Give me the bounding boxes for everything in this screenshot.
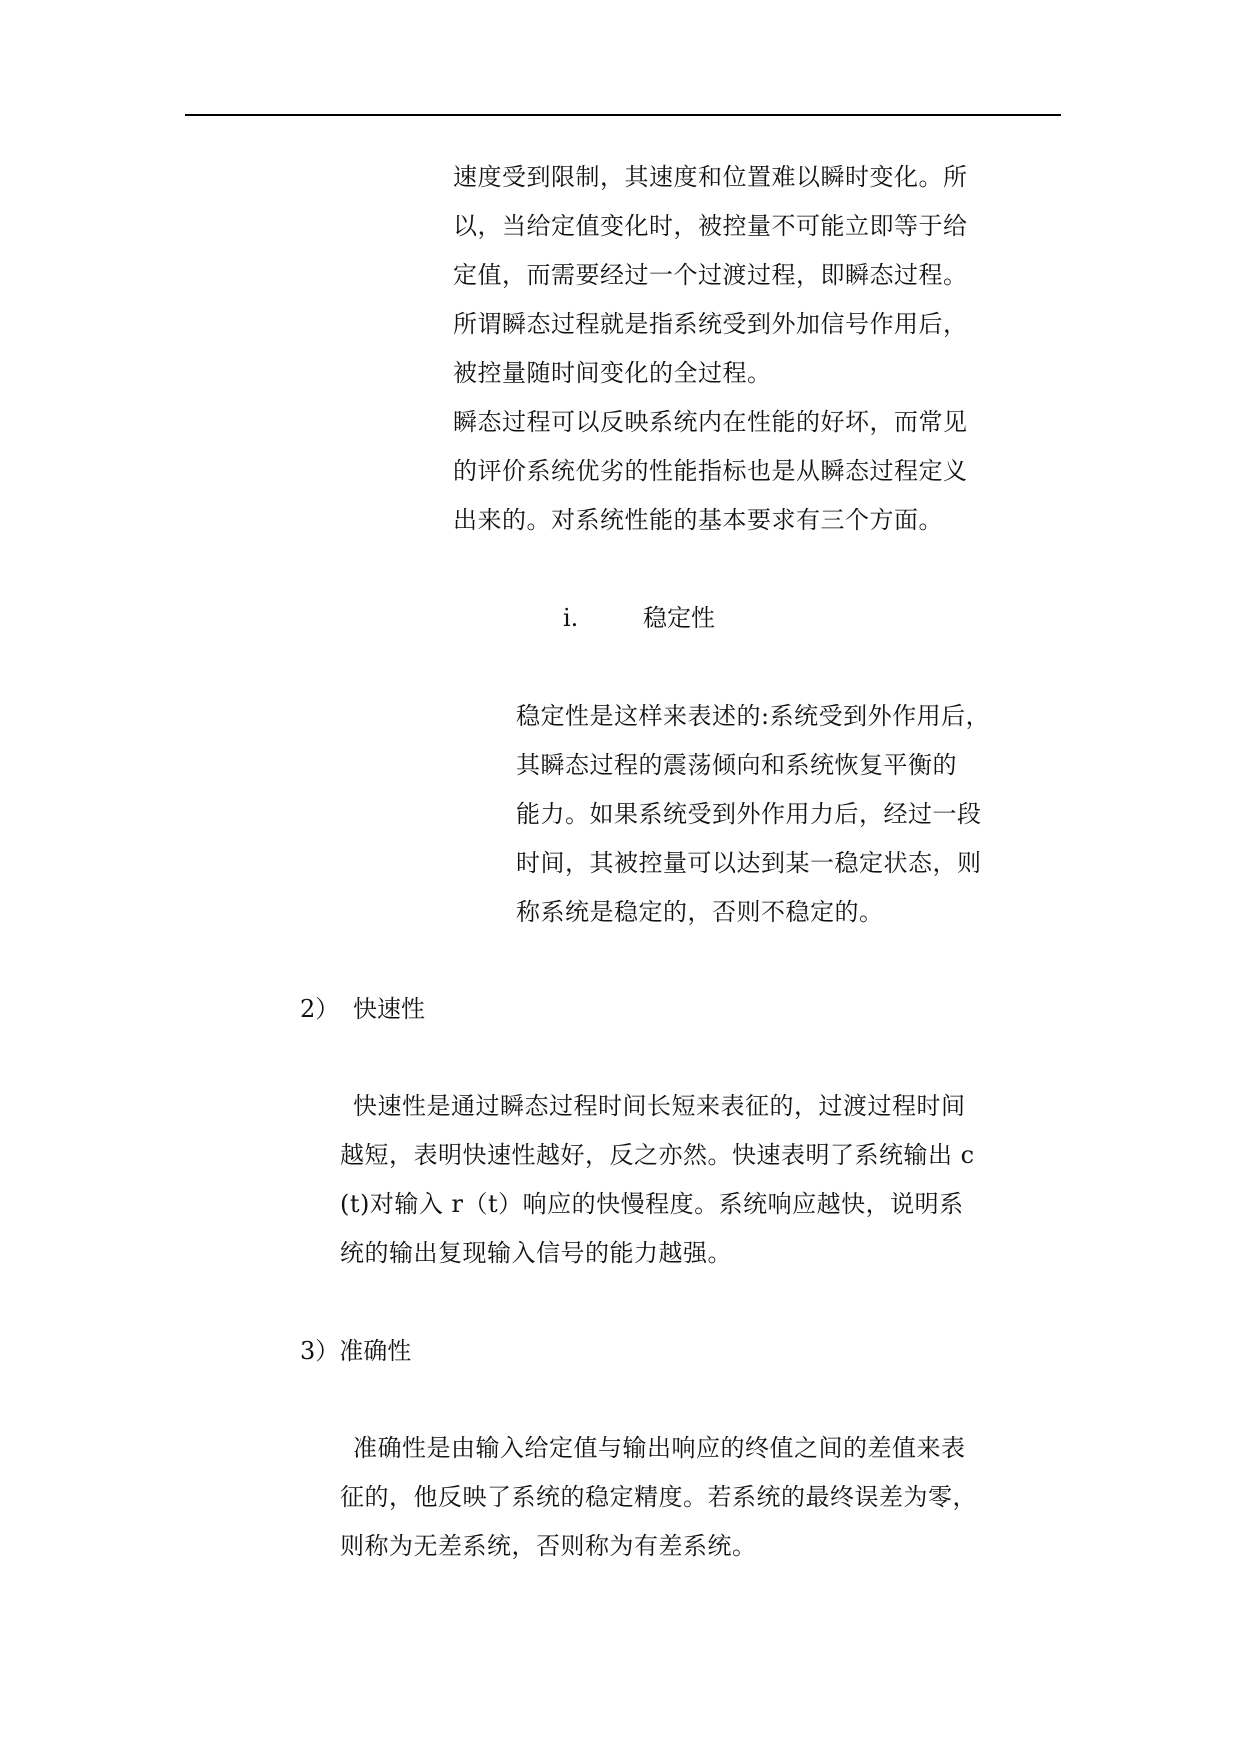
section3-line: 征的，他反映了系统的稳定精度。若系统的最终误差为零， (340, 1483, 977, 1511)
section1-line: 稳定性是这样来表述的:系统受到外作用后， (516, 702, 991, 730)
intro-line: 被控量随时间变化的全过程。 (453, 359, 772, 387)
intro-line: 以，当给定值变化时，被控量不可能立即等于给 (453, 212, 968, 240)
section1-line: 称系统是稳定的，否则不稳定的。 (516, 898, 884, 926)
section1-title: 稳定性 (643, 604, 715, 632)
section2-line: 越短，表明快速性越好，反之亦然。快速表明了系统输出 c (340, 1141, 975, 1169)
section2-line: 快速性是通过瞬态过程时间长短来表征的，过渡过程时间 (353, 1092, 966, 1120)
section3-line: 准确性是由输入给定值与输出响应的终值之间的差值来表 (353, 1434, 966, 1462)
section3-heading: 3）准确性 (300, 1337, 412, 1365)
section1-line: 其瞬态过程的震荡倾向和系统恢复平衡的 (516, 751, 957, 779)
section2-title: 快速性 (353, 995, 425, 1023)
intro-line: 的评价系统优劣的性能指标也是从瞬态过程定义 (453, 457, 968, 485)
intro-line: 定值，而需要经过一个过渡过程，即瞬态过程。 (453, 261, 968, 289)
section3-line: 则称为无差系统，否则称为有差系统。 (340, 1532, 757, 1560)
section1-line: 能力。如果系统受到外作用力后，经过一段 (516, 800, 982, 828)
intro-line: 所谓瞬态过程就是指系统受到外加信号作用后， (453, 310, 968, 338)
section1-line: 时间，其被控量可以达到某一稳定状态，则 (516, 849, 982, 877)
header-rule (185, 114, 1061, 116)
section2-line: (t)对输入 r（t）响应的快慢程度。系统响应越快，说明系 (340, 1190, 964, 1218)
intro-line: 瞬态过程可以反映系统内在性能的好坏，而常见 (453, 408, 968, 436)
intro-line: 速度受到限制，其速度和位置难以瞬时变化。所 (453, 163, 968, 191)
intro-line: 出来的。对系统性能的基本要求有三个方面。 (453, 506, 943, 534)
section2-number: 2） (300, 995, 340, 1023)
section2-line: 统的输出复现输入信号的能力越强。 (340, 1239, 732, 1267)
section1-number: i. (563, 604, 579, 632)
